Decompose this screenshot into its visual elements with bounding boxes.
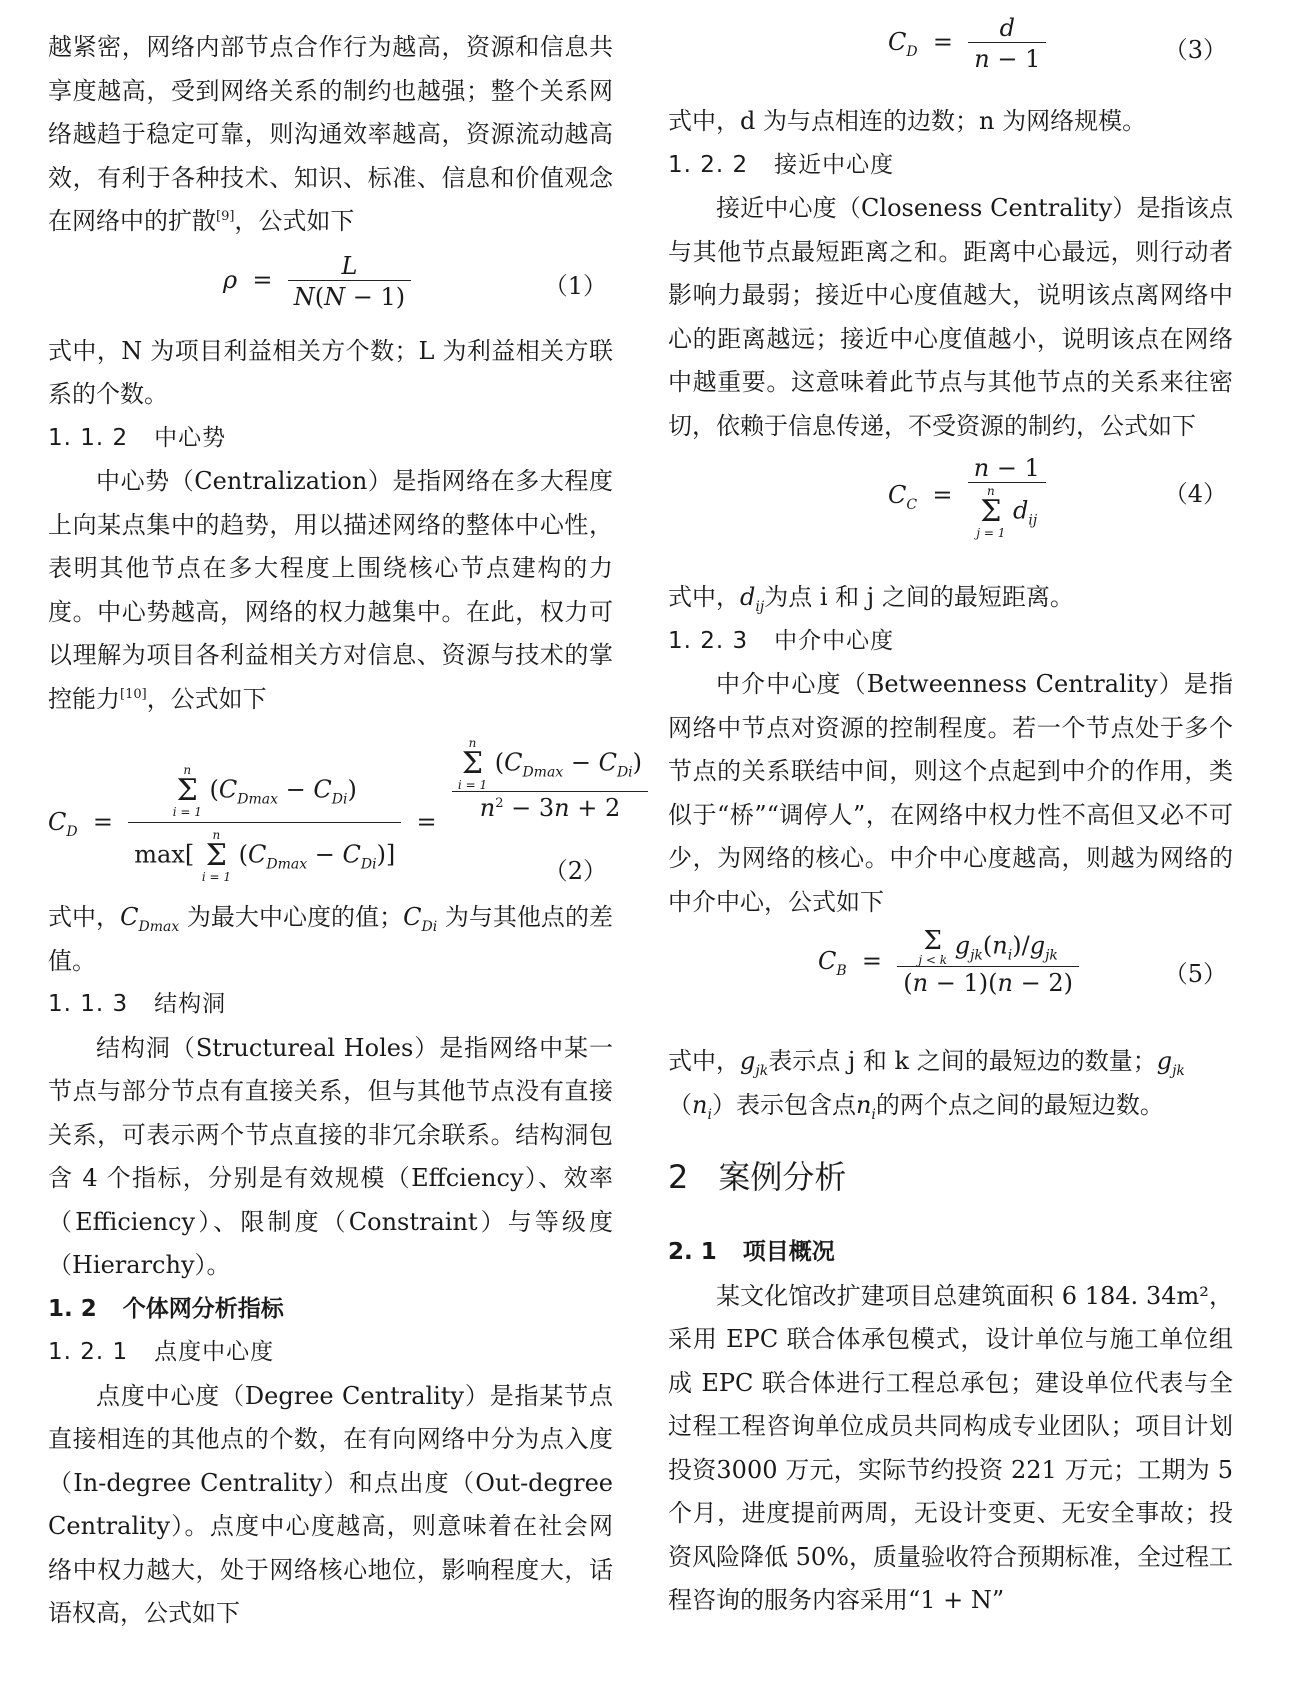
equation-3: $C_D$ = $\frac{d}{n - 1}$ （3） [888,14,1227,73]
equation-1: ρ = $\frac{L}{N(N - 1)}$ （1） [223,251,607,311]
paragraph: 点度中心度（Degree Centrality）是指某节点直接相连的其他点的个数，在有向网络中分为点入度（In-degree Centrality）和点出度（Out-degree Centrality）。点度中心度越高，则意味着在社会网络中权力越大，处于网络核心地位，影响程度大，话语权高，公式如下 [48,1381,613,1627]
paragraph: 式中，$g_{jk}$表示点 j 和 k 之间的最短边的数量；$g_{jk}$ $(n_i)$表示包含点$n_i$的两个点之间的最短边数。 [668,1047,1185,1123]
section-heading: 1. 2. 1 点度中心度 [48,1339,275,1365]
paragraph: 式中，$d_{ij}$为点 i 和 j 之间的最短距离。 [668,583,1074,615]
paragraph: 越紧密，网络内部节点合作行为越高，资源和信息共享度越高，受到网络关系的制约也越强；整个关系网络越趋于稳定可靠，则沟通效率越高，资源流动越高效，有利于各种技术、知识、标准、信息和价值观念在网络中的扩散[9]，公式如下 [48,33,613,235]
right-column [668,0,1233,1623]
paragraph: 接近中心度（Closeness Centrality）是指该点与其他节点最短距离之和。距离中心最远，则行动者影响力最弱；接近中心度值越大，说明该点离网络中心的距离越远；接近中心度值越小，说明该点在网络中越重要。这意味着此节点与其他节点的关系来往密切，依赖于信息传递，不受资源的制约，公式如下 [668,194,1233,440]
paragraph: 中介中心度（Betweenness Centrality）是指网络中节点对资源的控制程度。若一个节点处于多个节点的关系联结中间，则这个点起到中介的作用，类似于“桥”“调停人”，在网络中权力性不高但又必不可少，为网络的核心。中介中心度越高，则越为网络的中介中心，公式如下 [668,670,1233,916]
section-heading: 1. 2 个体网分析指标 [48,1295,284,1322]
section-heading: 1. 1. 3 结构洞 [48,991,227,1017]
section-heading: 1. 2. 2 接近中心度 [668,151,895,178]
paragraph: 中心势（Centralization）是指网络在多大程度上向某点集中的趋势，用以描述网络的整体中心性，表明其他节点在多大程度上围绕核心节点建构的力度。中心势越高，网络的权力越集中。在此，权力可以理解为项目各利益相关方对信息、资源与技术的掌控能力[10]，公式如下 [48,467,613,713]
section-heading: 1. 1. 2 中心势 [48,424,227,451]
paragraph: 式中，$C_{Dmax}$ 为最大中心度的值；$C_{Di}$ 为与其他点的差值。 [48,903,613,975]
paragraph: 结构洞（Structureal Holes）是指网络中某一节点与部分节点有直接关系，但与其他节点没有直接关系，可表示两个节点直接的非冗余联系。结构洞包含 4 个指标，分别是有效规模（Effciency）、效率（Efficiency）、限制度（Constraint）与等级度（Hierarchy）。 [48,1033,613,1279]
left-column [48,0,643,1636]
equation-5: $C_B$ = Σ j < k $g_{jk}(n_i)/g_{jk}$ (n − 1)(n − 2) （5） [818,926,1227,997]
chapter-heading: 2 案例分析 [668,1158,847,1196]
paragraph: 式中，d 为与点相连的边数；n 为网络规模。 [668,107,1147,135]
section-heading: 2. 1 项目概况 [668,1239,835,1265]
equation-4: $C_C$ = n − 1 n Σ j = 1 $d_{ij}$ （4） [888,454,1227,540]
equation-2: $C_D$ = n Σ i = 1 $(C_{Dmax} - C_{Di})$ max[ n Σ i = 1 $(C_{Dmax} - C_{Di})$] = n Σ i = 1 $(C_{Dmax} - C_{Di})$ $n^2 - 3n + 2$ （2） [48,721,613,896]
section-heading: 1. 2. 3 中介中心度 [668,627,895,654]
paragraph: 式中，N 为项目利益相关方个数；L 为利益相关方联系的个数。 [48,336,613,408]
paragraph: 某文化馆改扩建项目总建筑面积 6 184. 34m²，采用 EPC 联合体承包模式，设计单位与施工单位组成 EPC 联合体进行工程总承包；建设单位代表与全过程工程咨询单位成员共同构成专业团队；项目计划投资3000 万元，实际节约投资 221 万元；工期为 5 个月，进度提前两周，无设计变更、无安全事故；投资风险降低 50%，质量验收符合预期标准，全过程工程咨询的服务内容采用“1 + N” [668,1281,1233,1614]
